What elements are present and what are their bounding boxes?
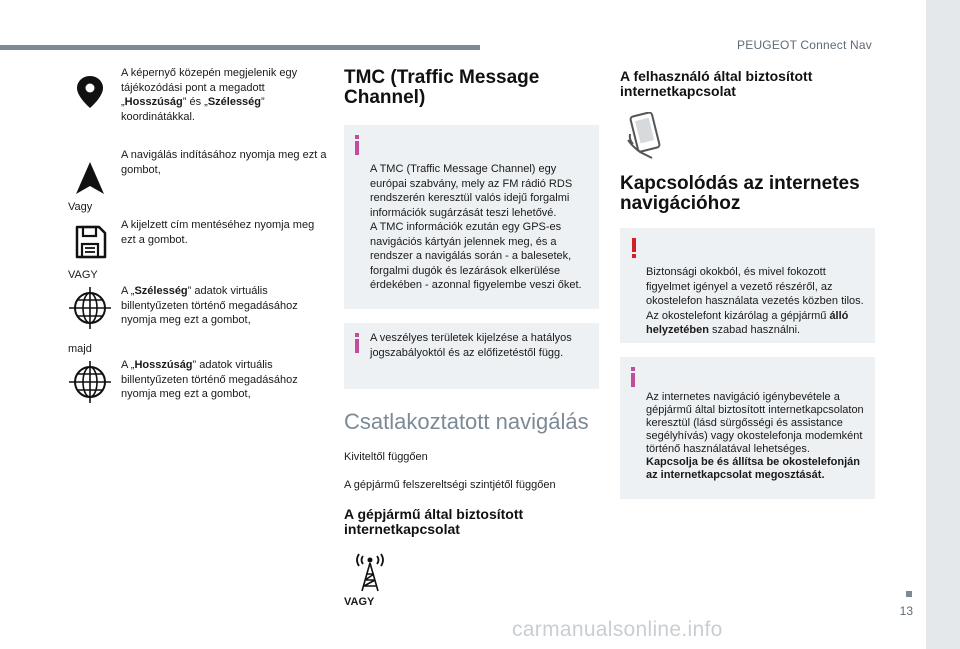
- warning-text: Biztonsági okokból, és mivel fokozott figyelmet igényel a vezető részéről, az okostelefon használata vezetés közben tilos. Az okostelefont kizárólag a gépjármű álló helyzetében szabad használni.: [646, 266, 864, 336]
- item-text: A navigálás indításához nyomja meg ezt a gombot,: [121, 149, 327, 176]
- save-icon: [68, 220, 112, 264]
- continue-marker: [906, 591, 912, 597]
- tmc-info-text: A TMC (Traffic Message Channel) egy európai szabvány, mely az FM rádió RDS rendszerén keresztül valós idejű forgalmi információk sugárzását teszi lehetővé. A TMC információk ezután egy GPS-es navigációs kártyán jelennek meg, és a rendszer a navigálás során - a balesetek, forgalmi dugók és lezárások elkerülése érdekében - azonnal figyelembe veszi őket.: [370, 163, 582, 291]
- tmc-info-box: [344, 125, 599, 309]
- tmc-heading: TMC (Traffic Message Channel): [344, 67, 540, 108]
- label-vagy: VAGY: [68, 269, 98, 281]
- top-rule: [0, 45, 480, 50]
- watermark: carmanualsonline.info: [512, 618, 723, 641]
- label-vagy: VAGY: [344, 596, 375, 608]
- globe-grid-icon: [68, 286, 112, 330]
- trim-note: Kiviteltől függően: [344, 451, 428, 463]
- brand-header: PEUGEOT Connect Nav: [737, 38, 872, 52]
- column-3: [620, 69, 875, 499]
- tmc-note-box: [344, 323, 599, 389]
- item-text: A kijelzett cím mentéséhez nyomja meg ezt a gombot.: [121, 219, 315, 246]
- page-number: 13: [899, 604, 913, 618]
- label-majd: majd: [68, 343, 92, 355]
- tmc-note-text: A veszélyes területek kijelzése a hatályos jogszabályoktól és az előfizetéstől függ.: [370, 332, 572, 359]
- user-connection-heading: A felhasználó által biztosított internetkapcsolat: [620, 68, 813, 99]
- navigate-arrow-icon: [68, 156, 112, 200]
- item-text: A „Hosszúság” adatok virtuális billentyűzeten történő megadásához nyomja meg ezt a gombot,: [121, 359, 298, 400]
- info-icon: [352, 333, 366, 353]
- info-icon: [628, 367, 642, 387]
- warning-icon: [628, 238, 642, 258]
- map-pin-icon: [68, 70, 112, 114]
- antenna-icon: [348, 549, 392, 593]
- item-text: A „Szélesség” adatok virtuális billentyűzeten történő megadásához nyomja meg ezt a gombot,: [121, 285, 298, 326]
- list-item: [68, 66, 330, 148]
- info-text: Az internetes navigáció igénybevétele a gépjármű által biztosított internetkapcsolaton keresztül (lásd sürgősségi és assistance segélyhívás) vagy okostelefonja modemként történő használatával lehetséges. Kapcsolja be és állítsa be okostelefonján az internetkapcsolat megosztását.: [646, 391, 864, 481]
- connected-nav-heading: Csatlakoztatott navigálás: [344, 409, 589, 434]
- list-item: [68, 346, 330, 406]
- info-icon: [352, 135, 366, 155]
- column-2: [344, 68, 599, 609]
- smartphone-icon: [626, 112, 666, 160]
- globe-grid-icon: [68, 360, 112, 404]
- level-note: A gépjármű felszereltségi szintjétől függően: [344, 479, 556, 491]
- column-1: [68, 66, 330, 406]
- warning-box: [620, 228, 875, 343]
- label-vagy: Vagy: [68, 201, 93, 213]
- list-item: [68, 272, 330, 342]
- item-text: A képernyő közepén megjelenik egy tájékozódási pont a megadott „Hosszúság” és „Szélesség” koordinátákkal.: [121, 67, 298, 123]
- list-item: [68, 218, 330, 268]
- side-tab: [926, 0, 960, 649]
- list-item: [68, 148, 330, 200]
- connect-internet-heading: Kapcsolódás az internetes navigációhoz: [620, 173, 860, 214]
- info-box: [620, 357, 875, 499]
- vehicle-connection-heading: A gépjármű által biztosított internetkapcsolat: [344, 506, 524, 537]
